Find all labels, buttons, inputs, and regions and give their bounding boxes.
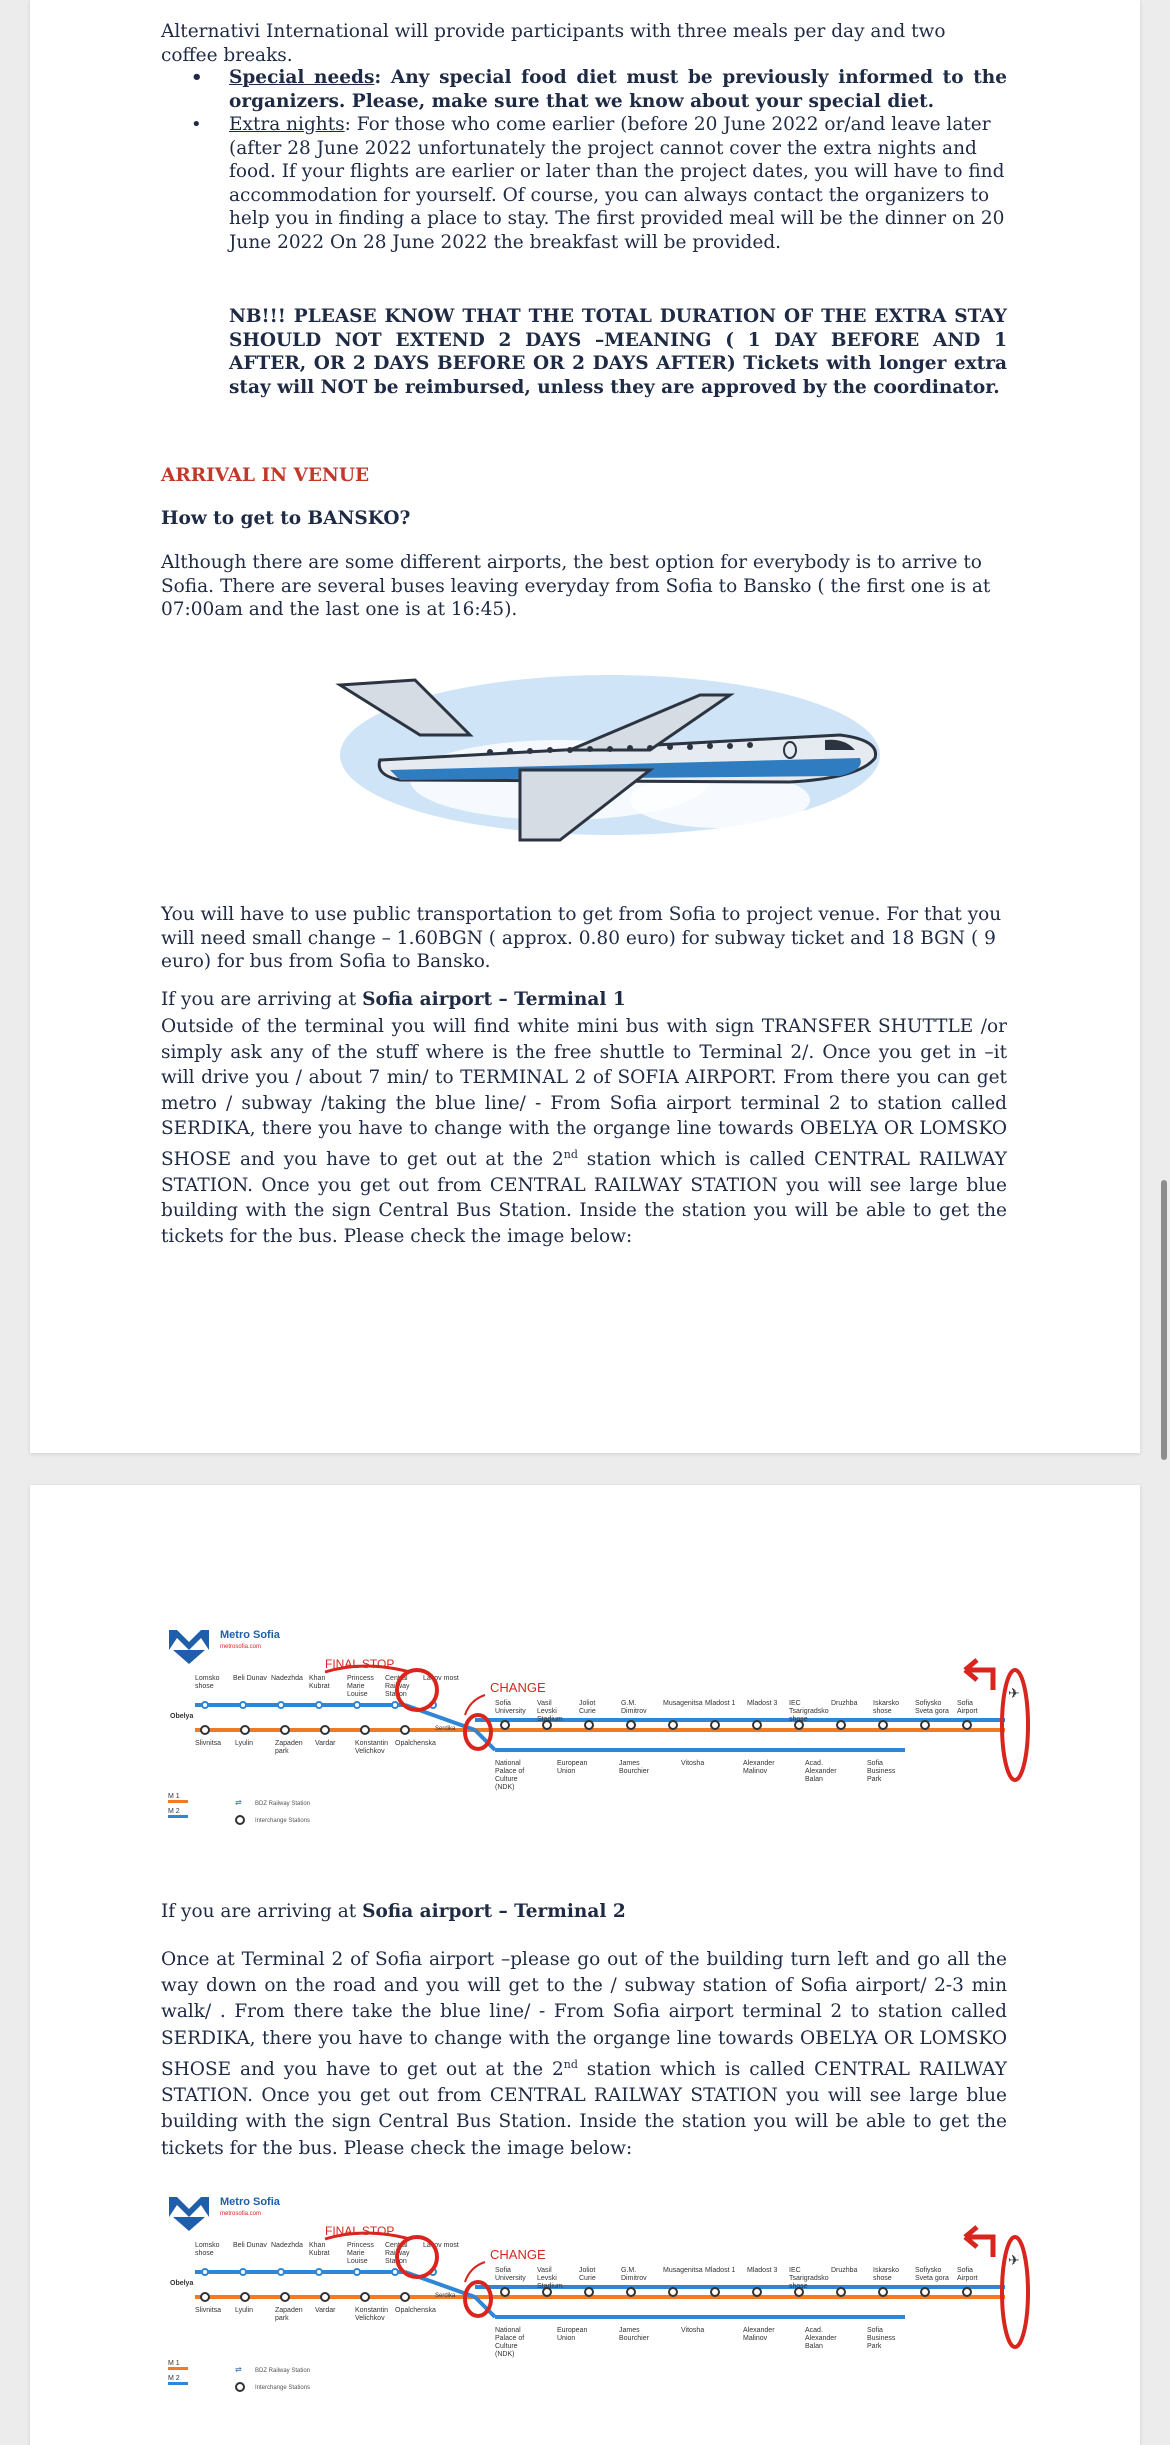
station-label: Mladost 3 [747,2267,778,2274]
station-label: Sofia Business Park [867,2327,896,2350]
station-dot [201,1726,209,1734]
legend-interchange: Interchange Stations [255,1818,311,1824]
station-label: Lavov most [423,2242,459,2249]
station-label: European Union [557,1760,588,1775]
airplane-icon: ✈ [1008,2252,1020,2268]
station-label: G.M. Dimitrov [621,2267,647,2282]
station-label: Beli Dunav [233,1675,267,1682]
station-label: Druzhba [831,2267,858,2274]
station-label: Alexander Malinov [743,1760,775,1775]
station-label: Vasil Levski Stadium [537,1700,563,1723]
change-arrow [465,1695,485,1715]
station-obelya: Obelya [170,1713,194,1720]
howto-paragraph: Although there are some different airports, the best option for everybody is to arrive to Sofia. There are several buses leaving everyday from Sofia to Bansko ( the first one is at 07:00am and the last one is at 16:45). [161,552,991,620]
station-label: Princess Marie Louise [347,1675,374,1698]
station-label: Lyulin [235,1740,254,1747]
station-label: Khan Kubrat [309,1675,330,1690]
metro-site: metrosofia.com [220,2211,262,2217]
station-dot [321,1726,329,1734]
station-dot [361,1726,369,1734]
station-dot [921,1721,929,1729]
legend-m1-swatch [168,1800,188,1803]
station-label: Mladost 1 [705,1700,736,1707]
station-dot [837,1721,845,1729]
station-label: Joliot Curie [579,2267,596,2282]
metro-logo-icon [169,1630,209,1650]
nb-notice: NB!!! PLEASE KNOW THAT THE TOTAL DURATION OF THE EXTRA STAY SHOULD NOT EXTEND 2 DAYS –MEANING ( 1 DAY BEFORE AND 1 AFTER, OR 2 DAYS BEFORE OR 2 DAYS AFTER) Tickets with longer extra stay will NOT be reimbursed, unless they are approved by the coordinator. [229,306,1007,398]
metro-map-terminal2 [165,2187,1045,2402]
station-label: Lyulin [235,2307,254,2314]
legend-interchange-icon [236,1816,244,1824]
station-dot [879,2288,887,2296]
station-label: Musagenitsa [663,2267,703,2274]
station-label: G.M. Dimitrov [621,1700,647,1715]
metro-brand: Metro Sofia [220,2196,280,2208]
station-label: Acad. Alexander Balan [805,1760,837,1783]
station-label: Lomsko shose [195,1675,220,1690]
terminal2-sup: nd [563,2057,578,2071]
station-dot [669,2288,677,2296]
final-stop-label: FINAL STOP [325,1657,395,1671]
station-label: Sofiysko Sveta gora [915,1700,949,1715]
station-dot [401,2293,409,2301]
station-dot [321,2293,329,2301]
station-label: Joliot Curie [579,1700,596,1715]
terminal1-text-a: Outside of the terminal you will find white mini bus with sign TRANSFER SHUTTLE /or simply ask any of the stuff where is the free shuttle to Terminal 2/. Once you get in –it will drive you / about 7 min/ to TERMINAL 2 of SOFIA AIRPORT. From there you can get metro / subway /taking the blue line/ - From Sofia airport terminal 2 to station called SERDIKA, there you have to change with the organge line towards OBELYA OR LOMSKO SHOSE and you have to get out at the 2 [161,1016,1007,1171]
station-dot [837,2288,845,2296]
rail-icon: ⇌ [235,2365,242,2374]
metro-logo-chevron-icon [173,2217,205,2231]
station-dot [585,2288,593,2296]
change-arrow [465,2262,485,2282]
airport-arrow-icon [965,1660,993,1690]
station-dot [392,1702,398,1708]
station-dot [241,1726,249,1734]
terminal1-bold: Sofia airport – Terminal 1 [362,989,626,1010]
terminal1-text-b: station which is called CENTRAL RAILWAY STATION. Once you get out from CENTRAL RAILWAY STATION you will see large blue building with the sign Central Bus Station. Inside the station you will be able to get the tickets for the bus. Please check the image below: [161,1149,1007,1247]
station-label: Vardar [315,1740,336,1747]
station-label: Konstantin Velichkov [355,2307,389,2322]
station-label: Vitosha [681,2327,705,2334]
station-label: National Palace of Culture (NDK) [495,2327,525,2358]
station-label: IEC Tsarigradsko shose [789,1700,829,1723]
extra-nights-label: Extra nights [229,114,345,135]
station-label: Iskarsko shose [873,1700,900,1715]
station-label: Zapaden park [275,1740,303,1755]
station-dot [401,1726,409,1734]
station-label: National Palace of Culture (NDK) [495,1760,525,1791]
station-label: Sofia University [495,2267,526,2282]
legend-m1: M 1 [168,2360,180,2367]
station-dot [316,2269,322,2275]
legend-interchange-icon [236,2383,244,2391]
conditions-list [161,66,1007,254]
legend-rail: BDZ Railway Station [255,1801,311,1807]
station-dot [361,2293,369,2301]
station-dot [963,1721,971,1729]
document-page-2 [30,1485,1140,2445]
extra-nights-text: : For those who come earlier (before 20 June 2022 or/and leave later (after 28 June 2022 unfortunately the project cannot cover the extra nights and food. If your flights are earlier or later than the project dates, you will have to find accommodation for yourself. Of course, you can always contact the organizers to help you in finding a place to stay. The first provided meal will be the dinner on 20 June 2022 On 28 June 2022 the breakfast will be provided. [229,114,1005,253]
howto-heading: How to get to BANSKO? [161,508,411,529]
transport-paragraph: You will have to use public transportation to get from Sofia to project venue. For that you will need small change – 1.60BGN ( approx. 0.80 euro) for subway ticket and 18 BGN ( 9 euro) for bus from Sofia to Bansko. [161,904,1002,972]
meals-paragraph: Alternativi International will provide participants with three meals per day and two coffee breaks. [161,21,946,66]
airplane-illustration [320,640,890,850]
list-item-extra-nights [161,113,1007,254]
arrival-heading: ARRIVAL IN VENUE [161,465,370,486]
station-dot [879,1721,887,1729]
terminal2-text-b: station which is called CENTRAL RAILWAY STATION. Once you get out from CENTRAL RAILWAY STATION you will see large blue building with the sign Central Bus Station. Inside the station you will be able to get the tickets for the bus. Please check the image below: [161,2058,1007,2159]
station-label: Druzhba [831,1700,858,1707]
station-dot [201,2293,209,2301]
terminal2-prefix: If you are arriving at [161,1901,363,1922]
legend-m1-swatch [168,2367,188,2370]
metro-logo-icon [169,2197,209,2217]
station-dot [281,1726,289,1734]
station-label: Central Railway Station [385,2242,410,2265]
station-dot [354,2269,360,2275]
station-dot [753,2288,761,2296]
station-label: Nadezhda [271,2242,303,2249]
station-label: Beli Dunav [233,2242,267,2249]
legend-m2: M 2 [168,2375,180,2382]
terminal2-bold: Sofia airport – Terminal 2 [362,1901,626,1922]
change-label: CHANGE [490,2247,546,2262]
station-label: Khan Kubrat [309,2242,330,2257]
airplane-icon: ✈ [1008,1685,1020,1701]
list-item-special-needs [161,66,1007,113]
station-label: Slivnitsa [195,2307,222,2314]
special-needs-text: : Any special food diet must be previously informed to the organizers. Please, make sure that we know about your special diet. [229,67,1007,112]
station-label: Lomsko shose [195,2242,220,2257]
station-dot [669,1721,677,1729]
final-stop-circle [397,2237,437,2277]
terminal2-heading [161,1900,1007,1924]
legend-rail: BDZ Railway Station [255,2368,311,2374]
document-page-1 [30,0,1140,1453]
station-dot [240,1702,246,1708]
final-stop-label: FINAL STOP [325,2224,395,2238]
rail-icon: ⇌ [235,1798,242,1807]
station-dot [392,2269,398,2275]
station-dot [501,2288,509,2296]
airport-arrow-icon [965,2227,993,2257]
station-dot [240,2269,246,2275]
station-label: Musagenitsa [663,1700,703,1707]
legend-m2: M 2 [168,1808,180,1815]
station-label: Vitosha [681,1760,705,1767]
station-dot [921,2288,929,2296]
change-label: CHANGE [490,1680,546,1695]
station-label: Central Railway Station [385,1675,410,1698]
station-dot [241,2293,249,2301]
station-serdika: Serdika [435,2293,456,2299]
legend-m2-swatch [168,1815,188,1818]
station-label: Vardar [315,2307,336,2314]
terminal1-prefix: If you are arriving at [161,989,363,1010]
station-label: IEC Tsarigradsko shose [789,2267,829,2290]
scrollbar[interactable] [1160,0,1170,2434]
station-dot [501,1721,509,1729]
scrollbar-thumb[interactable] [1161,1180,1167,1460]
station-dot [753,1721,761,1729]
legend-m1: M 1 [168,1793,180,1800]
legend-interchange: Interchange Stations [255,2385,311,2391]
metro-map-terminal1 [165,1620,1045,1835]
station-label: Sofia Airport [957,1700,978,1715]
station-dot [316,1702,322,1708]
special-needs-label: Special needs [229,67,375,88]
station-label: Mladost 3 [747,1700,778,1707]
station-dot [585,1721,593,1729]
station-label: Acad. Alexander Balan [805,2327,837,2350]
station-label: Sofia Business Park [867,1760,896,1783]
station-obelya: Obelya [170,2280,194,2287]
station-dot [278,1702,284,1708]
station-label: Sofia Airport [957,2267,978,2282]
station-label: Konstantin Velichkov [355,1740,389,1755]
terminal1-sup: nd [563,1147,578,1161]
station-serdika: Serdika [435,1726,456,1732]
station-label: Mladost 1 [705,2267,736,2274]
final-stop-circle [397,1670,437,1710]
station-dot [627,2288,635,2296]
station-dot [963,2288,971,2296]
metro-logo-chevron-icon [173,1650,205,1664]
station-label: European Union [557,2327,588,2342]
station-dot [711,2288,719,2296]
station-label: Sofia University [495,1700,526,1715]
station-label: Opalchenska [395,1740,436,1747]
station-dot [627,1721,635,1729]
station-label: Lavov most [423,1675,459,1682]
legend-m2-swatch [168,2382,188,2385]
metro-brand: Metro Sofia [220,1629,280,1641]
station-label: James Bourchier [619,1760,649,1775]
station-dot [278,2269,284,2275]
station-label: Zapaden park [275,2307,303,2322]
station-dot [354,1702,360,1708]
terminal2-paragraph [161,1947,1007,2162]
station-label: Princess Marie Louise [347,2242,374,2265]
station-dot [202,1702,208,1708]
station-label: Sofiysko Sveta gora [915,2267,949,2282]
terminal1-heading [161,988,1007,1012]
station-label: Alexander Malinov [743,2327,775,2342]
terminal2-text-a: Once at Terminal 2 of Sofia airport –please go out of the building turn left and go all the way down on the road and you will get to the / subway station of Sofia airport/ 2-3 min walk/ . From there take the blue line/ - From Sofia airport terminal 2 to station called SERDIKA, there you have to change with the organge line towards OBELYA OR LOMSKO SHOSE and you have to get out at the 2 [161,1949,1007,2080]
station-label: Vasil Levski Stadium [537,2267,563,2290]
station-label: James Bourchier [619,2327,649,2342]
station-dot [711,1721,719,1729]
station-label: Nadezhda [271,1675,303,1682]
station-dot [202,2269,208,2275]
station-label: Slivnitsa [195,1740,222,1747]
station-dot [281,2293,289,2301]
station-label: Iskarsko shose [873,2267,900,2282]
station-label: Opalchenska [395,2307,436,2314]
terminal1-paragraph [161,1014,1007,1250]
metro-site: metrosofia.com [220,1644,262,1650]
